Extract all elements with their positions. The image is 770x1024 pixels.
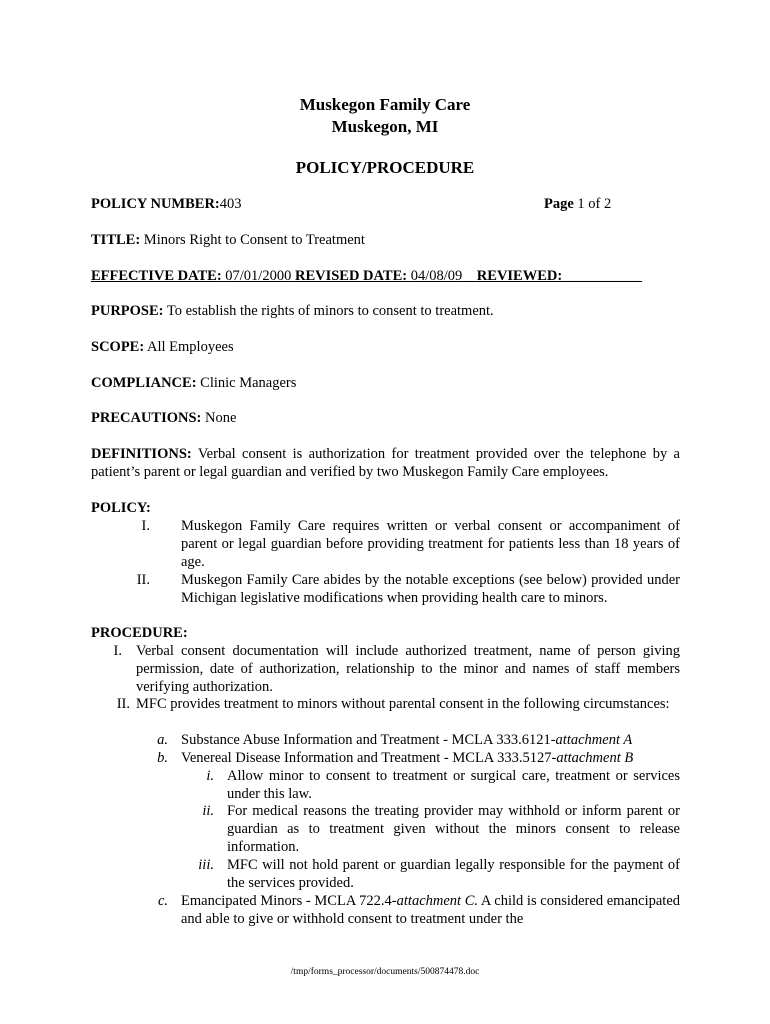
sub-sub-item-iii-text: MFC will not hold parent or guardian legally responsible for the payment of the services provided. [227, 857, 680, 891]
precautions-value: None [205, 410, 237, 426]
sub-item-b-body: Venereal Disease Information and Treatment - MCLA 333.5127- [181, 750, 557, 766]
procedure-item-2-text: MFC provides treatment to minors without parental consent in the following circumstances: [136, 696, 670, 712]
sub-item-c-body: Emancipated Minors - MCLA 722.4- [181, 893, 397, 909]
sub-item-c-text [181, 892, 680, 928]
compliance-label: COMPLIANCE: [91, 375, 197, 391]
policy-item-2-text: Muskegon Family Care abides by the notable exceptions (see below) provided under Michigan legislative modifications when providing health care to minors. [181, 572, 680, 606]
page-value: 1 of 2 [577, 196, 612, 212]
sub-sub-item-ii-number: ii. [202, 803, 214, 819]
precautions-row [91, 409, 681, 427]
definitions-label: DEFINITIONS: [91, 446, 192, 462]
org-location: Muskegon, MI [331, 117, 439, 136]
scope-row [91, 338, 681, 356]
purpose-label: PURPOSE: [91, 303, 164, 319]
sub-sub-item-ii-text: For medical reasons the treating provider may withhold or inform parent or guardian as to treatment given without the minors consent to release information. [227, 803, 680, 855]
procedure-item-2-number: II. [116, 696, 130, 712]
definitions-paragraph [91, 445, 680, 481]
sub-item-b-number: b. [157, 750, 168, 766]
purpose-value: To establish the rights of minors to consent to treatment. [166, 303, 494, 319]
precautions-label: PRECAUTIONS: [91, 410, 202, 426]
doc-type-heading: POLICY/PROCEDURE [295, 158, 475, 177]
sub-item-b-text [181, 749, 680, 767]
policy-item-1-text: Muskegon Family Care requires written or verbal consent or accompaniment of parent or legal guardian before providing treatment for patients less than 18 years of age. [181, 518, 680, 570]
sub-item-c-continuation: A child is considered emancipated and able to give or withhold consent to treatment under the [181, 893, 680, 927]
sub-sub-item-i-number: i. [206, 768, 214, 784]
sub-item-a-text [181, 731, 680, 749]
sub-sub-item-i-text: Allow minor to consent to treatment or surgical care, treatment or services under this law. [227, 768, 680, 802]
reviewed-label: REVIEWED: [476, 268, 563, 284]
policy-item-2-number: II. [136, 572, 150, 588]
sub-item-c-attachment: attachment C. [396, 893, 479, 909]
policy-item-1-number: I. [141, 518, 150, 534]
sub-item-b-attachment: attachment B [556, 750, 634, 766]
footer-file-path: /tmp/forms_processor/documents/500874478.doc [290, 967, 480, 977]
procedure-label: PROCEDURE: [91, 625, 188, 641]
policy-heading [91, 499, 681, 517]
reviewed-blank: ___________ [562, 268, 642, 284]
compliance-row [91, 374, 681, 392]
policy-number-label: POLICY NUMBER: [91, 196, 220, 212]
revised-date-value: 04/08/09 [410, 268, 463, 284]
dates-row [91, 267, 681, 285]
page-indicator [544, 195, 611, 213]
policy-number-value: 403 [219, 196, 242, 212]
title-row [91, 231, 681, 249]
procedure-heading [91, 624, 681, 642]
effective-date-label: EFFECTIVE DATE: [91, 268, 222, 284]
scope-label: SCOPE: [91, 339, 145, 355]
definitions-value: Verbal consent is authorization for treatment provided over the telephone by a patient’s parent or legal guardian and verified by two Muskegon Family Care employees. [91, 446, 680, 480]
policy-label: POLICY: [91, 500, 151, 516]
effective-date-value: 07/01/2000 [225, 268, 292, 284]
compliance-value: Clinic Managers [200, 375, 297, 391]
revised-date-label: REVISED DATE: [294, 268, 408, 284]
page-label: Page [544, 196, 574, 212]
procedure-item-1-text: Verbal consent documentation will include authorized treatment, name of person giving permission, date of authorization, relationship to the minor and names of staff members verifying authorization. [136, 643, 680, 695]
purpose-row [91, 302, 681, 320]
scope-value: All Employees [147, 339, 234, 355]
policy-number-row [91, 195, 681, 213]
sub-item-c-number: c. [157, 893, 168, 909]
procedure-item-1-number: I. [113, 643, 122, 659]
sub-sub-item-iii-number: iii. [198, 857, 214, 873]
sub-item-a-attachment: attachment A [555, 732, 633, 748]
title-label: TITLE: [91, 232, 141, 248]
title-value: Minors Right to Consent to Treatment [143, 232, 365, 248]
sub-item-a-number: a. [157, 732, 168, 748]
org-name: Muskegon Family Care [299, 95, 471, 114]
sub-item-a-body: Substance Abuse Information and Treatment - MCLA 333.6121- [181, 732, 556, 748]
